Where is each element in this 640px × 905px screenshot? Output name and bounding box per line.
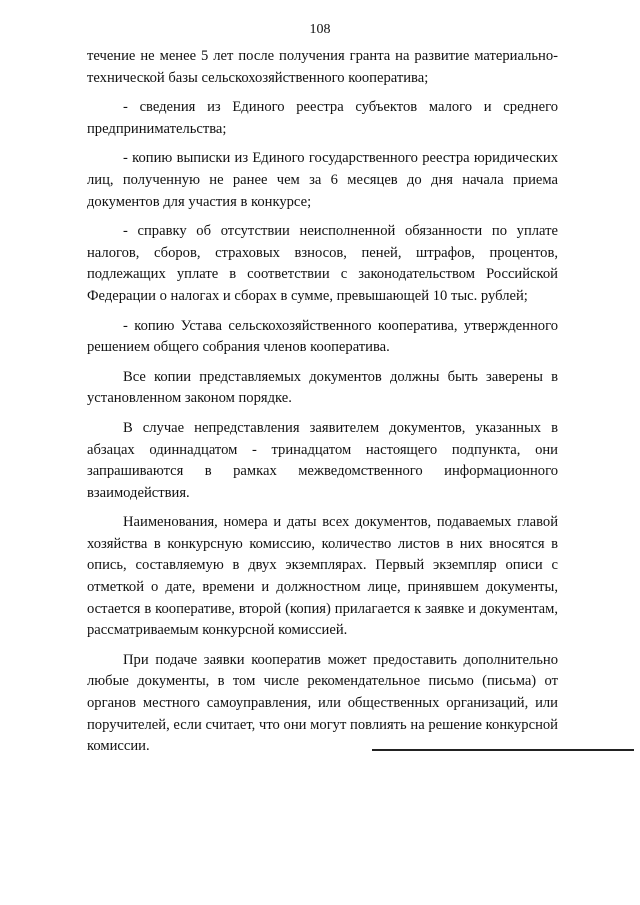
document-body	[87, 46, 558, 758]
paragraph-additional-documents: При подаче заявки кооператив может предоставить дополнительно любые документы, в том числе рекомендательное письмо (письма) от органов местного самоуправления, или общественных организаций, или поручителей, если считает, что они могут повлиять на решение конкурсной комиссии.	[87, 651, 558, 755]
paragraph-copies-certified: Все копии представляемых документов должны быть заверены в установленном законом порядке.	[87, 368, 558, 407]
paragraph-interagency-request: В случае непредставления заявителем документов, указанных в абзацах одиннадцатом - тринадцатом настоящего подпункта, они запрашиваются в рамках межведомственного информационного взаимодействия.	[87, 419, 558, 501]
paragraph-sme-registry: - сведения из Единого реестра субъектов малого и среднего предпринимательства;	[87, 99, 558, 137]
page-number: 108	[309, 22, 331, 37]
footer-rule	[372, 749, 634, 751]
paragraph-egrul-extract: - копию выписки из Единого государственного реестра юридических лиц, полученную не ранее чем за 6 месяцев до дня начала приема документов для участия в конкурсе;	[87, 150, 558, 210]
paragraph-charter-copy: - копию Устава сельскохозяйственного кооператива, утвержденного решением общего собрания членов кооператива.	[87, 317, 558, 356]
paragraph-grant-continuation: течение не менее 5 лет после получения гранта на развитие материально-технической базы сельскохозяйственного кооператива;	[87, 48, 558, 86]
paragraph-inventory: Наименования, номера и даты всех документов, подаваемых главой хозяйства в конкурсную комиссию, количество листов в них вносятся в опись, составляемую в двух экземплярах. Первый экземпляр описи с отметкой о дате, времени и должностном лице, принявшем документы, остается в кооперативе, второй (копия) прилагается к заявке и документам, рассматриваемым конкурсной комиссией.	[87, 514, 558, 639]
paragraph-tax-certificate: - справку об отсутствии неисполненной обязанности по уплате налогов, сборов, страховых взносов, пеней, штрафов, процентов, подлежащих уплате в соответствии с законодательством Российской Федерации о налогах и сборах в сумме, превышающей 10 тыс. рублей;	[87, 223, 558, 304]
